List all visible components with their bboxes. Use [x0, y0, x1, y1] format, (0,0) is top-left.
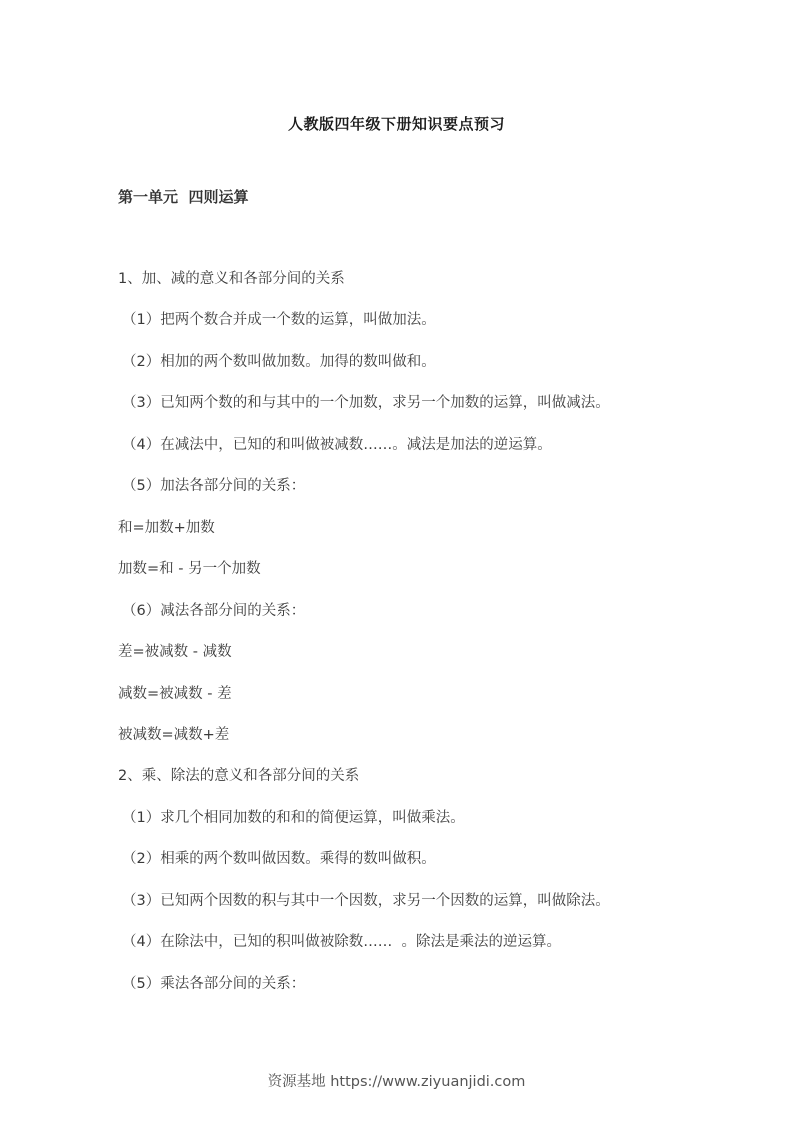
document-title: 人教版四年级下册知识要点预习: [287, 115, 505, 133]
formula-line: 加数=和 - 另一个加数: [118, 561, 261, 577]
list-item: （6）减法各部分间的关系：: [122, 603, 306, 619]
list-item: （3）已知两个因数的积与其中一个因数，求另一个因数的运算，叫做除法。: [122, 893, 610, 909]
section-heading-multiply-divide: 2、乘、除法的意义和各部分间的关系: [118, 768, 360, 784]
section-heading-add-subtract: 1、加、减的意义和各部分间的关系: [118, 271, 345, 287]
unit-heading: 第一单元 四则运算: [118, 188, 249, 206]
list-item: （1）把两个数合并成一个数的运算，叫做加法。: [122, 312, 436, 328]
list-item: （3）已知两个数的和与其中的一个加数，求另一个加数的运算，叫做减法。: [122, 395, 610, 411]
list-item: （1）求几个相同加数的和和的简便运算，叫做乘法。: [122, 810, 465, 826]
list-item: （2）相加的两个数叫做加数。加得的数叫做和。: [122, 354, 436, 370]
list-item: （2）相乘的两个数叫做因数。乘得的数叫做积。: [122, 851, 436, 867]
formula-line: 和=加数+加数: [118, 520, 215, 536]
formula-line: 减数=被减数 - 差: [118, 686, 232, 702]
list-item: （4）在减法中，已知的和叫做被减数……。减法是加法的逆运算。: [122, 437, 552, 453]
formula-line: 被减数=减数+差: [118, 727, 230, 743]
formula-line: 差=被减数 - 减数: [118, 644, 232, 660]
footer-watermark: 资源基地 https://www.ziyuanjidi.com: [267, 1074, 526, 1090]
list-item: （5）乘法各部分间的关系：: [122, 976, 306, 992]
list-item: （5）加法各部分间的关系：: [122, 478, 306, 494]
list-item: （4）在除法中，已知的积叫做被除数…… 。除法是乘法的逆运算。: [122, 934, 561, 950]
